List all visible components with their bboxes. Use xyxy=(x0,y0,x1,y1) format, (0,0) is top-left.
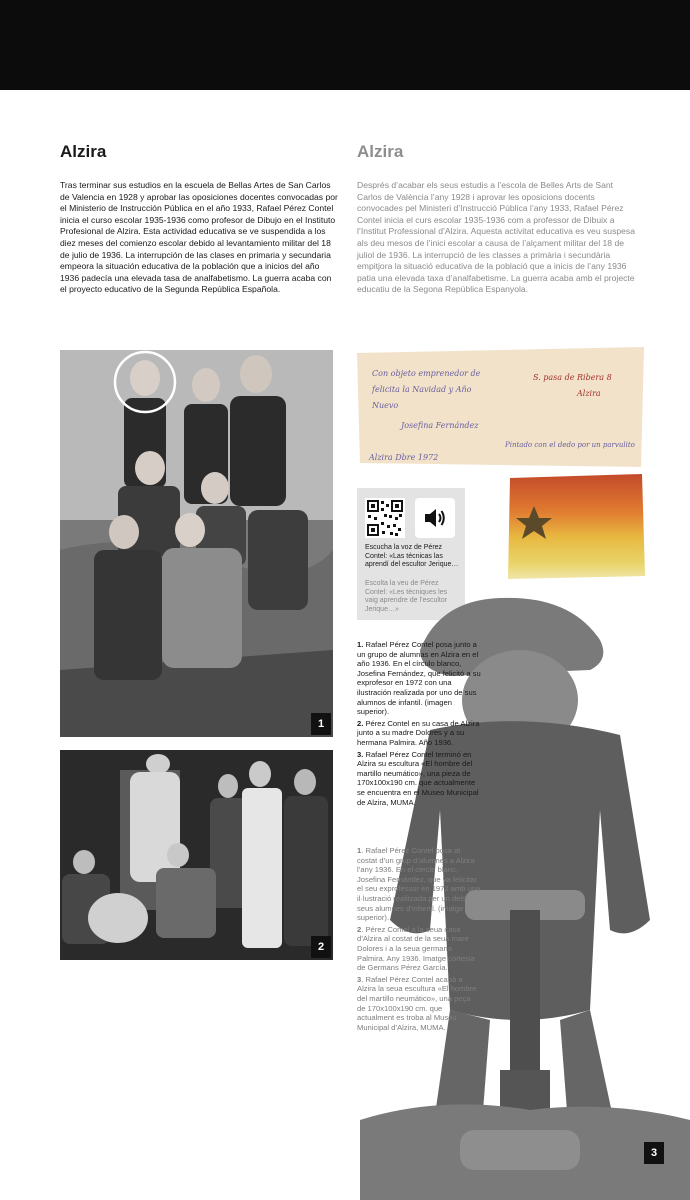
captions-es xyxy=(357,640,481,809)
photo-number-3: 3 xyxy=(644,1142,664,1164)
christmas-postcard xyxy=(357,347,644,467)
photo-family-home xyxy=(60,750,333,960)
top-black-band xyxy=(0,0,690,90)
postcard-line-1: Con objeto emprenedor de xyxy=(372,369,481,378)
photo-number-1: 1 xyxy=(311,713,331,735)
postcard-right-top: S. pasa de Ribera 8 xyxy=(533,373,612,382)
qr-code-icon[interactable] xyxy=(365,498,405,538)
caption-ca-1: 1. Rafael Pérez Contel posa al costat d’un grup d’alumnes a Alzira l’any 1936. En el cercle blanc, Josefina Fernández, que va felicitar el seu exprofessor en 1972 amb una il·lustració realitzada per un dels seus alumnes d’infantil. (imatge superior). xyxy=(357,846,481,923)
postcard-signature: Josefina Fernández xyxy=(401,421,479,430)
postcard-footnote: Pintado con el dedo por un parvulito xyxy=(505,441,635,449)
caption-es-3: 3. Rafael Pérez Contel terminó en Alzira su escultura «El hombre del martillo neumático», una pieza de 170x100x190 cm. que actualmente se encuentra en el Museo Municipal de Alzira, MUMA. xyxy=(357,749,479,807)
captions-ca xyxy=(357,846,481,1034)
intro-text-es: Tras terminar sus estudios en la escuela de Bellas Artes de San Carlos de Valencia en 1928 y aprobar las oposiciones docentes convocadas por el Ministerio de Instrucción Pública en el año 1933, Rafael Pérez Contel inicia el curso escolar 1935-1936 como profesor de Dibujo en el Instituto Profesional de Alzira. Esta actividad educativa se ve suspendida a los diez meses del comienzo escolar debido al levantamiento militar del 18 de julio de 1936. La interrupción de las clases en primaria y secundaria empeora la situación educativa de la población que a inicios del año 1936 padecía una elevada tasa de analfabetismo. La guerra acaba con el proyecto educativo de la Segunda República Española. xyxy=(60,180,338,295)
caption-es-2: 2. Pérez Contel en su casa de Alzira junto a su madre Dolores y a su hermana Palmira. Año 1936. xyxy=(357,718,480,747)
photo-number-2: 2 xyxy=(311,936,331,958)
postcard-place-date: Alzira Dbre 1972 xyxy=(369,453,439,462)
section-title-ca: Alzira xyxy=(357,142,404,161)
postcard-line-2: felicita la Navidad y Año xyxy=(372,385,472,394)
audio-caption-ca: Escolta la veu de Pérez Contel: «Les tècniques les vaig aprendre de l’escultor Jerique…» xyxy=(365,580,448,613)
caption-es-1: 1. Rafael Pérez Contel posa junto a un grupo de alumnas en Alzira en el año 1936. En el círculo blanco, Josefina Fernández, que felicitó a su exprofesor en 1972 con una ilustración realizada por uno de sus alumnos de infantil. (imagen superior). xyxy=(357,640,481,717)
photo-students-group xyxy=(60,350,333,737)
section-title-es: Alzira xyxy=(60,142,107,161)
postcard-right-place: Alzira xyxy=(577,389,601,398)
postcard-line-3: Nuevo xyxy=(372,401,399,410)
play-audio-button[interactable] xyxy=(415,498,455,538)
speaker-icon xyxy=(423,507,447,529)
child-painting-star xyxy=(508,474,645,579)
intro-text-ca: Després d’acabar els seus estudis a l’escola de Belles Arts de Sant Carlos de València l’any 1928 i aprovar les oposicions docents convocades pel Ministeri d’Instrucció Pública l’any 1933, Rafael Pérez Contel inicia el curs escolar 1935-1936 com a professor de Dibuix a l’Institut Professional d’Alzira. Aquesta activitat educativa es veu suspesa als deu mesos de l’inici escolar a causa de l’alçament militar del 18 de juliol de 1936. La interrupció de les classes a primària i secundària empitjora la situació educativa de la població que a inicis de l’any 1936 patia una elevada taxa d’analfabetisme. La guerra acaba amb el projecte educatiu de la Segona República Espanyola. xyxy=(357,180,636,295)
audio-caption-es: Escucha la voz de Pérez Contel: «Las técnicas las aprendí del escultor Jerique… xyxy=(365,544,459,569)
caption-ca-3: 3. Rafael Pérez Contel acabà a Alzira la seua escultura «El hombre del martillo neumático», una peça de 170x100x190 cm. que actualment es troba al Museu Municipal d’Alzira, MUMA. xyxy=(357,974,477,1032)
caption-ca-2: 2. Pérez Contel a la seua casa d’Alzira al costat de la seua mare Dolores i a la seua germana Palmira. Any 1936. Imatge cortesia de Germans Pérez García. xyxy=(357,924,475,973)
